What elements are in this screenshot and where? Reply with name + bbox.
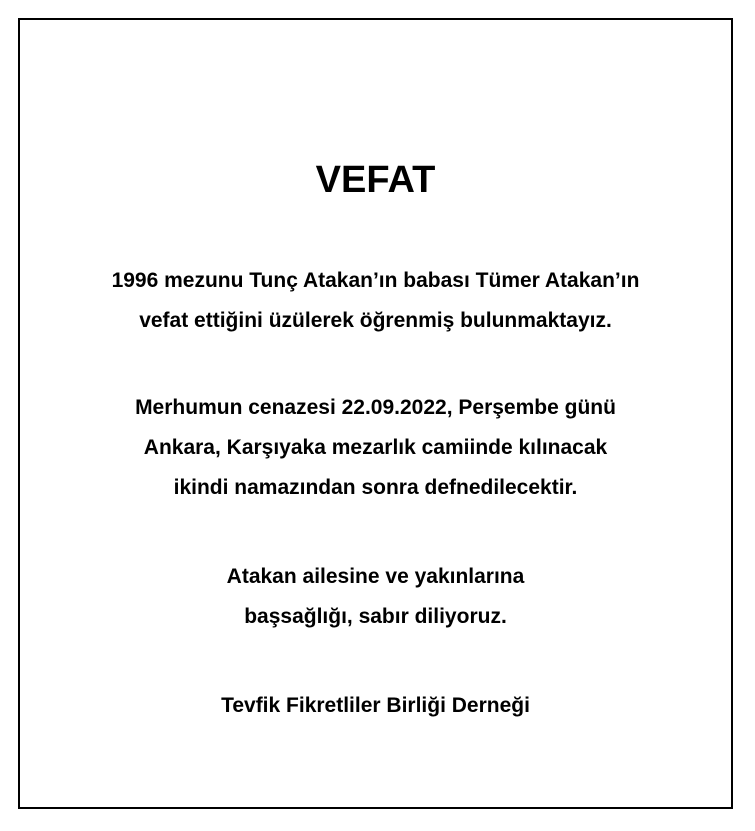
notice-frame xyxy=(18,18,733,809)
funeral-paragraph xyxy=(20,388,731,508)
condolence-paragraph xyxy=(20,557,731,637)
condolence-line: Atakan ailesine ve yakınlarına xyxy=(226,565,525,588)
announcement-line: 1996 mezunu Tunç Atakan’ın babası Tümer Atakan’ın xyxy=(111,269,640,292)
condolence-line: başsağlığı, sabır diliyoruz. xyxy=(244,605,507,628)
announcement-line: vefat ettiğini üzülerek öğrenmiş bulunmaktayız. xyxy=(139,309,612,332)
announcement-paragraph xyxy=(20,261,731,341)
signature-text: Tevfik Fikretliler Birliği Derneği xyxy=(221,694,530,717)
notice-title: VEFAT xyxy=(315,159,436,201)
signature xyxy=(20,686,731,726)
funeral-line: Merhumun cenazesi 22.09.2022, Perşembe günü xyxy=(135,396,616,419)
funeral-line: Ankara, Karşıyaka mezarlık camiinde kılınacak xyxy=(143,436,608,459)
funeral-line: ikindi namazından sonra defnedilecektir. xyxy=(173,476,578,499)
